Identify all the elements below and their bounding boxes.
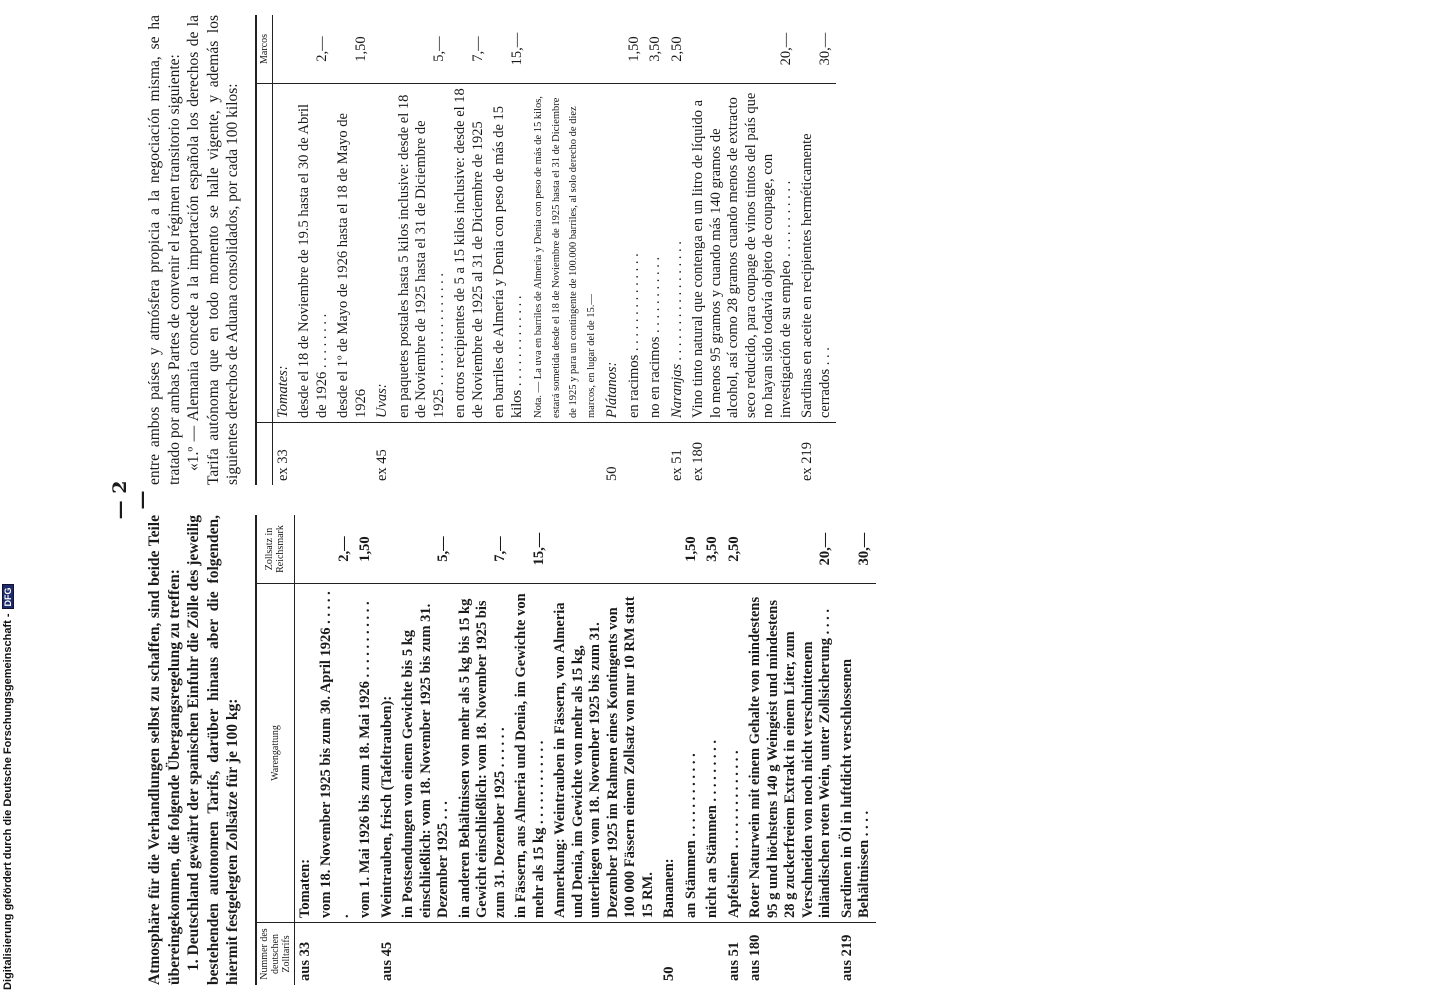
goods-cell: desde el 1º de Mayo de 1926 hasta el 18 de Mayo de 1926 (335, 113, 369, 418)
table-row (450, 15, 489, 485)
rate-cell (294, 515, 316, 584)
german-intro (145, 515, 243, 985)
rate-cell (372, 15, 394, 84)
spanish-column (145, 15, 836, 485)
dfg-logo: DFG (2, 584, 14, 609)
tariff-number-cell (450, 423, 489, 486)
tariff-number-cell: ex 45 (372, 423, 394, 486)
table-row (294, 515, 316, 985)
rate-cell: 7,— (455, 515, 512, 584)
table-row (333, 15, 372, 485)
tariff-number-cell (489, 423, 528, 486)
goods-cell: Bananen: (661, 858, 677, 918)
rate-cell: 15,— (489, 15, 528, 84)
rate-cell: 1,50 (355, 515, 377, 584)
goods-cell: Tomaten: (296, 858, 313, 918)
rate-cell: 3,50 (645, 15, 667, 84)
rate-cell (659, 515, 681, 584)
header-tariff-number: Nummer des deutschen Zolltarifs (256, 923, 295, 986)
goods-cell: Sardinas en aceite en recipientes herméticamente cerrados . . . (799, 133, 833, 418)
table-row (316, 515, 355, 985)
rate-cell: 2,50 (667, 15, 689, 84)
table-row (372, 15, 394, 485)
table-row (455, 515, 512, 985)
goods-cell: Anmerkung: Weintrauben in Fässern, von Almeria und Denia, im Gewichte von mehr als 15 kg, unterliegen vom 18. November 1925 bis zum 31. Dezember 1925 im Rahmen eines Kontingents von 100 000 Fässern einem Zollsatz von nur 10 RM statt 15 RM. (552, 596, 656, 918)
tariff-number-cell (294, 423, 333, 486)
rate-cell: 30,— (837, 515, 876, 584)
tariff-number-cell: aus 51 (724, 923, 746, 986)
tariff-number-cell: 50 (659, 923, 681, 986)
tariff-number-cell: ex 33 (272, 423, 294, 486)
rate-cell: 5,— (394, 15, 451, 84)
credit-text: Digitalisierung gefördert durch die Deutsche Forschungsgemeinschaft - (2, 613, 14, 990)
header-tariff-number (256, 423, 273, 486)
tariff-number-cell: aus 33 (294, 923, 316, 986)
rate-cell: 1,50 (681, 515, 703, 584)
goods-cell: Sardinen in Öl in luftdicht verschlossenen Behältnissen . . . . (838, 658, 872, 918)
goods-cell: en paquetes postales hasta 5 kilos inclusive: desde el 18 de Noviembre de 1925 hasta el 31 de Diciembre de 1925 . . . . . . . . . . . . . . . . (395, 94, 447, 418)
goods-cell: en racimos . . . . . . . . . . . . . . (625, 253, 642, 418)
digitization-credit (0, 0, 26, 1000)
rate-cell (602, 15, 624, 84)
table-row (394, 15, 451, 485)
goods-cell: en barriles de Almería y Denia con peso de más de 15 kilos . . . . . . . . . . . . . (491, 105, 525, 418)
header-rate: Zollsatz in Reichsmark (256, 515, 295, 584)
tariff-number-cell: aus 219 (837, 923, 876, 986)
rate-cell: 2,— (294, 15, 333, 84)
spanish-intro-paragraph: «1.º — Alemania concede a la importación española los derechos de la Tarifa autónoma que en todo momento se halle vigente, y además los siguientes derechos de Aduana consolidados, por cada 100 kilos: (185, 15, 241, 485)
goods-cell: vom 18. November 1925 bis zum 30. April 1926 . . . . . . (318, 591, 352, 918)
goods-cell: desde el 18 de Noviembre de 19.5 hasta el 30 de Abril de 1926 . . . . . . . . (296, 103, 330, 418)
tariff-number-cell: aus 45 (377, 923, 399, 986)
table-row (272, 15, 294, 485)
rate-cell: 2,50 (724, 515, 746, 584)
table-row (688, 15, 797, 485)
tariff-number-cell (455, 923, 512, 986)
header-rate: Marcos (256, 15, 273, 84)
table-row (837, 515, 876, 985)
table-row (398, 515, 455, 985)
rate-cell: 3,50 (702, 515, 724, 584)
goods-cell: no en racimos . . . . . . . . . . . (647, 256, 663, 418)
rate-cell (377, 515, 399, 584)
rate-cell: 15,— (511, 515, 550, 584)
tariff-number-cell (333, 423, 372, 486)
tariff-number-cell (528, 423, 602, 486)
rate-cell (272, 15, 294, 84)
rate-cell: 5,— (398, 515, 455, 584)
goods-cell: Roter Naturwein mit einem Gehalte von mindestens 95 g und höchstens 140 g Weingeist und mindestens 28 g zuckerfreiem Extrakt in einem Liter, zum Verschneiden von noch nicht verschnittenem inländischen roten Wein, unter Zollsicherung . . . . (747, 596, 833, 918)
goods-cell: nicht an Stämmen . . . . . . . . . (704, 739, 720, 918)
goods-cell: Tomates: (274, 365, 291, 418)
tariff-number-cell (355, 923, 377, 986)
tariff-number-cell: aus 180 (745, 923, 837, 986)
tariff-number-cell (511, 923, 550, 986)
table-row (602, 15, 624, 485)
goods-cell: an Stämmen . . . . . . . . . . . . (682, 753, 699, 918)
rate-cell: 7,— (450, 15, 489, 84)
rate-cell: 1,50 (624, 15, 646, 84)
tariff-number-cell: ex 219 (797, 423, 836, 486)
goods-cell: Weintrauben, frisch (Tafeltrauben): (378, 695, 395, 918)
goods-cell: Naranjas . . . . . . . . . . . . . . . . . (668, 240, 685, 418)
spanish-tariff-rows (272, 15, 836, 485)
table-row (528, 15, 602, 485)
german-intro-paragraph: Atmosphäre für die Verhandlungen selbst zu schaffen, sind beide Teile übereingekommen, die folgende Übergangsregelung zu treffen: (146, 515, 183, 985)
rate-cell (528, 15, 602, 84)
tariff-number-cell (645, 423, 667, 486)
german-tariff-rows (294, 515, 876, 985)
german-tariff-table (255, 515, 876, 985)
table-row (550, 515, 659, 985)
tariff-number-cell (550, 923, 659, 986)
table-row (797, 15, 836, 485)
rate-cell: 2,— (316, 515, 355, 584)
tariff-number-cell (702, 923, 724, 986)
tariff-number-cell: 50 (602, 423, 624, 486)
tariff-number-cell (624, 423, 646, 486)
table-row (489, 15, 528, 485)
goods-cell: Vino tinto natural que contenga en un litro de líquido a lo menos 95 gramos y cuando más 140 gramos de alcohol, así como 28 gramos cuando menos de extracto seco reducido, para coupage de vinos tintos del país que no hayan sido todavía objeto de coupage, con investigación de su empleo . . . . . . . . . . . (690, 92, 794, 418)
header-goods: Warengattung (256, 584, 295, 923)
german-intro-paragraph: 1. Deutschland gewährt der spanischen Einfuhr die Zölle des jeweilig bestehenden autonomen Tarifs, darüber hinaus aber die folgenden, hiermit festgelegten Zollsätze für je 100 kg: (185, 515, 241, 985)
spanish-tariff-table (255, 15, 837, 485)
table-row (667, 15, 689, 485)
goods-cell: en otros recipientes de 5 a 15 kilos inclusive: desde el 18 de Noviembre de 1925 al 31 de Diciembre de 1925 (452, 88, 486, 418)
rate-cell: 30,— (797, 15, 836, 84)
table-row (355, 515, 377, 985)
goods-cell: Plátanos: (604, 361, 620, 418)
goods-cell: Nota. — La uva en barriles de Almería y Denia con peso de más de 15 kilos, estará sometida desde el 18 de Noviembre de 1925 hasta el 31 de Diciembre de 1925 y para un contingente de 100.000 barriles, al solo derecho de diez marcos, en lugar del de 15.— (533, 96, 597, 418)
tariff-number-cell (394, 423, 451, 486)
goods-cell: in Fässern, aus Almeria und Denia, im Gewichte von mehr als 15 kg . . . . . . . . . . . . (513, 593, 547, 918)
table-row (377, 515, 399, 985)
spanish-intro-paragraph: entre ambos países y atmósfera propicia a la negociación misma, se ha tratado por ambas Partes de convenir el régimen transitorio siguiente: (146, 15, 183, 485)
tariff-number-cell (681, 923, 703, 986)
goods-cell: Uvas: (374, 383, 390, 418)
table-row (659, 515, 681, 985)
table-row (745, 515, 837, 985)
goods-cell: vom 1. Mai 1926 bis zum 18. Mai 1926 . . . . . . . . . . . (357, 601, 373, 918)
table-row (511, 515, 550, 985)
header-goods (256, 84, 273, 423)
table-row (681, 515, 703, 985)
table-row (624, 15, 646, 485)
table-row (702, 515, 724, 985)
table-row (724, 515, 746, 985)
page-number: — 2 — (109, 480, 153, 520)
table-row (294, 15, 333, 485)
goods-cell: in anderen Behältnissen von mehr als 5 kg bis 15 kg Gewicht einschließlich: vom 18. November 1925 bis zum 31. Dezember 1925 . . . . . . (456, 598, 508, 918)
rate-cell: 20,— (688, 15, 797, 84)
goods-cell: in Postsendungen von einem Gewichte bis 5 kg einschließlich: vom 18. November 1925 bis zum 31. Dezember 1925 . . . (400, 603, 451, 918)
rate-cell: 1,50 (333, 15, 372, 84)
goods-cell: Apfelsinen . . . . . . . . . . . . . . (725, 750, 742, 918)
rate-cell: 20,— (745, 515, 837, 584)
rate-cell (550, 515, 659, 584)
spanish-intro (145, 15, 243, 485)
tariff-number-cell: ex 51 (667, 423, 689, 486)
tariff-number-cell (398, 923, 455, 986)
german-column (145, 515, 876, 985)
table-row (645, 15, 667, 485)
document-page (105, 0, 1434, 1000)
tariff-number-cell (316, 923, 355, 986)
tariff-number-cell: ex 180 (688, 423, 797, 486)
